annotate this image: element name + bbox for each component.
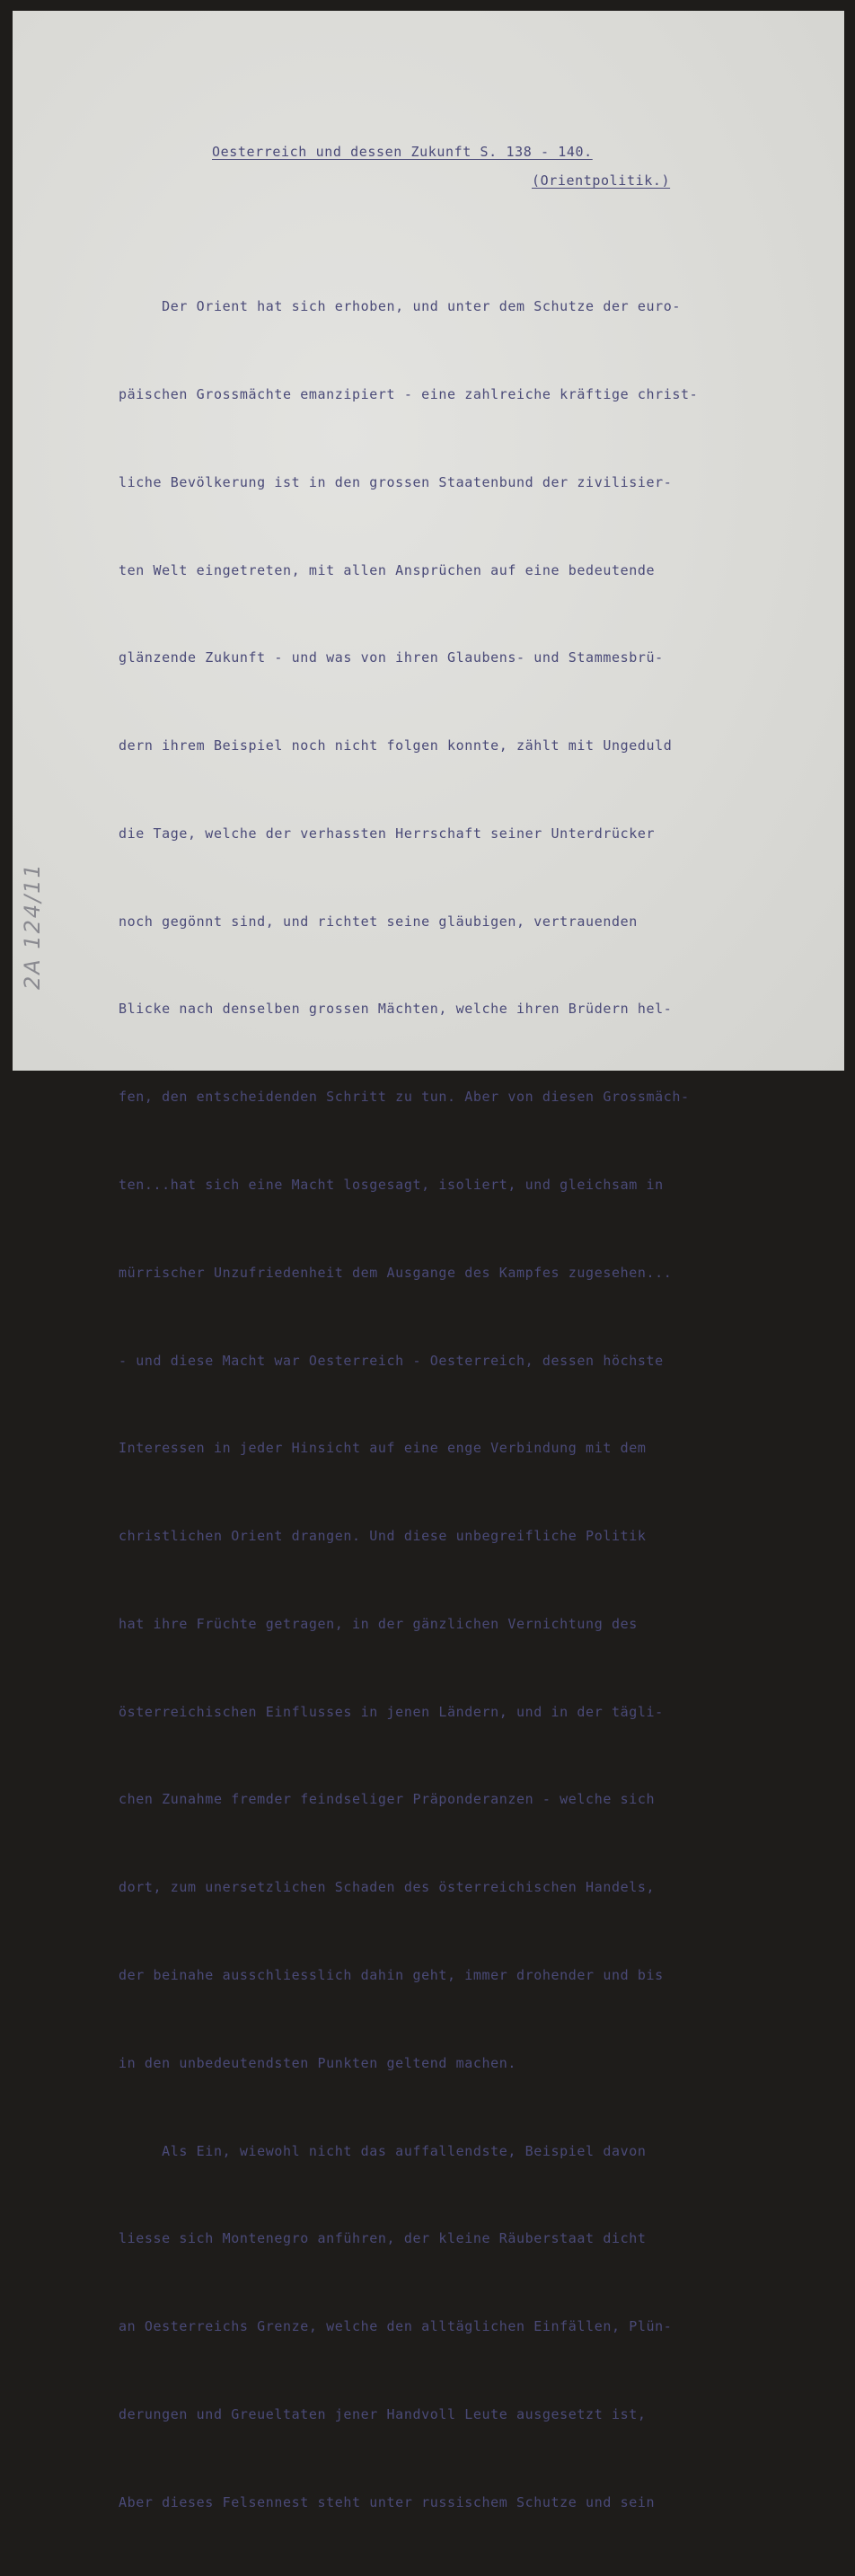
body-line: österreichischen Einflusses in jenen Ländern, und in der tägli- bbox=[119, 1703, 664, 1720]
body-line: noch gegönnt sind, und richtet seine gläubigen, vertrauenden bbox=[119, 913, 638, 930]
body-line: der beinahe ausschliesslich dahin geht, immer drohender und bis bbox=[119, 1967, 664, 1984]
body-line: ten...hat sich eine Macht losgesagt, isoliert, und gleichsam in bbox=[119, 1177, 664, 1193]
body-line: an Oesterreichs Grenze, welche den alltäglichen Einfällen, Plün- bbox=[119, 2318, 673, 2335]
body-line: Der Orient hat sich erhoben, und unter dem Schutze der euro- bbox=[119, 298, 681, 315]
body-line: Interessen in jeder Hinsicht auf eine enge Verbindung mit dem bbox=[119, 1440, 647, 1457]
body-line: in den unbedeutendsten Punkten geltend machen. bbox=[119, 2054, 517, 2071]
body-line: die Tage, welche der verhassten Herrschaft seiner Unterdrücker bbox=[119, 825, 656, 842]
body-line: Als Ein, wiewohl nicht das auffallendste, Beispiel davon bbox=[119, 2142, 647, 2159]
body-line: - und diese Macht war Oesterreich - Oesterreich, dessen höchste bbox=[119, 1352, 664, 1369]
body-line: fen, den entscheidenden Schritt zu tun. Aber von diesen Grossmäch- bbox=[119, 1089, 690, 1106]
body-line: chen Zunahme fremder feindseliger Präponderanzen - welche sich bbox=[119, 1791, 656, 1808]
body-line: glänzende Zukunft - und was von ihren Glaubens- und Stammesbrü- bbox=[119, 649, 664, 666]
body-line: Aber dieses Felsennest steht unter russischem Schutze und sein bbox=[119, 2493, 656, 2510]
body-line: dern ihrem Beispiel noch nicht folgen konnte, zählt mit Ungeduld bbox=[119, 737, 673, 754]
body-line: christlichen Orient drangen. Und diese unbegreifliche Politik bbox=[119, 1528, 647, 1545]
body-line: päischen Grossmächte emanzipiert - eine zahlreiche kräftige christ- bbox=[119, 385, 699, 402]
body-line: derungen und Greueltaten jener Handvoll Leute ausgesetzt ist, bbox=[119, 2405, 647, 2422]
body-line: Blicke nach denselben grossen Mächten, welche ihren Brüdern hel- bbox=[119, 1001, 673, 1018]
body-line: dort, zum unersetzlichen Schaden des österreichischen Handels, bbox=[119, 1879, 656, 1896]
body-line: liche Bevölkerung ist in den grossen Staatenbund der zivilisier- bbox=[119, 473, 673, 490]
document-body bbox=[119, 234, 698, 2576]
body-line: mürrischer Unzufriedenheit dem Ausgange des Kampfes zugesehen... bbox=[119, 1264, 673, 1281]
document-title: Oesterreich und dessen Zukunft S. 138 - 140. bbox=[212, 144, 593, 160]
body-line: ten Welt eingetreten, mit allen Ansprüchen auf eine bedeutende bbox=[119, 561, 656, 578]
document-page bbox=[13, 11, 844, 2510]
body-line: liesse sich Montenegro anführen, der kleine Räuberstaat dicht bbox=[119, 2230, 647, 2247]
body-line: hat ihre Früchte getragen, in der gänzlichen Vernichtung des bbox=[119, 1615, 638, 1632]
document-subtitle: (Orientpolitik.) bbox=[532, 172, 671, 189]
archive-pencil-note: 2A 124/11 bbox=[20, 862, 45, 990]
